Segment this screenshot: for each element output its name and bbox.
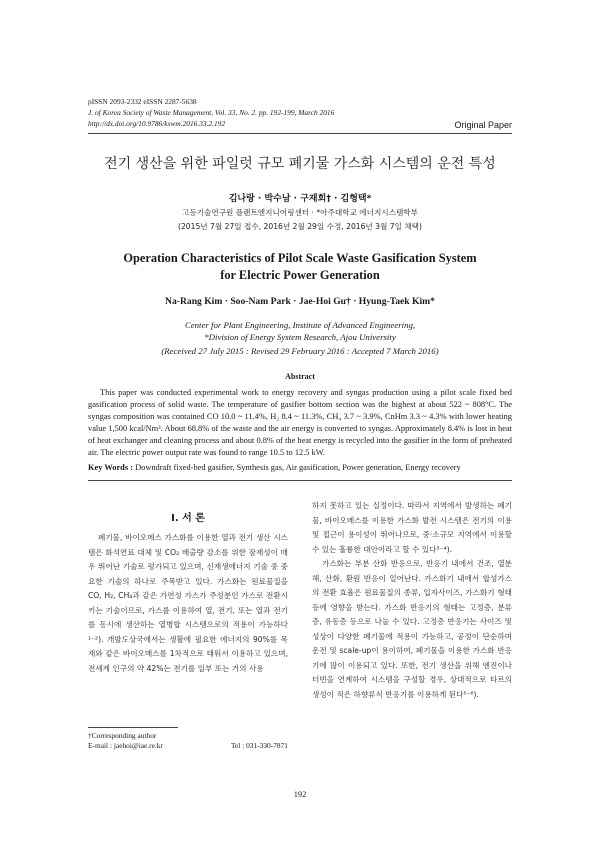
journal-header [88, 96, 334, 129]
doi-link[interactable]: http://dx.doi.org/10.9786/kswm.2016.33.2.192 [88, 119, 226, 128]
page-number: 192 [293, 790, 307, 799]
body-paragraph: 가스화는 부분 산화 반응으로, 반응기 내에서 건조, 열분해, 산화, 환원 반응이 일어난다. 가스화기 내에서 합성가스의 전환 효율은 원료물질의 종류, 입자사이즈, 가스화기 형태 등에 영향을 받는다. 가스화 반응기의 형태는 고정층, 분류층, 유동층 등으로 나눌 수 있다. 고정층 반응기는 사이즈 및 성상이 다양한 폐기물에 적용이 가능하고, 공정이 단순하며 운전 및 scale-up이 용이하여, 폐기물을 이용한 가스화 반응기에 많이 이용되고 있다. 또한, 전기 생산을 위해 엔진이나 터빈을 연계하여 시스템을 구성할 경우, 상대적으로 타르의 생성이 적은 하향류식 반응기를 이용하게 된다⁵⁻⁶). [312, 559, 512, 699]
footnote-divider [88, 727, 178, 728]
english-affiliation [0, 319, 600, 343]
section-heading: I. 서 론 [171, 513, 205, 524]
abstract-divider [88, 480, 512, 481]
author-phone: Tel : 031-330-7871 [231, 741, 288, 750]
body-paragraph: 하지 못하고 있는 실정이다. 따라서 지역에서 발생하는 폐기물, 바이오메스를 이용한 가스화 발전 시스템은 전기의 이용 및 접근이 용이성이 뛰어나므로, 중·소규모 지역에서 이용할 수 있는 훌륭한 대안이라고 할 수 있다³⁻⁴). [312, 501, 512, 554]
abstract-heading: Abstract [285, 372, 315, 381]
right-column [312, 499, 512, 702]
author-email[interactable]: E-mail : jaehoi@iae.re.kr [88, 741, 163, 750]
korean-affiliation: 고등기술연구원 플랜트엔지니어링센터 · *아주대학교 에너지시스템학부 [182, 208, 418, 217]
english-affiliation-line2: *Division of Energy System Research, Ajou University [204, 332, 396, 342]
header-divider [88, 133, 512, 134]
english-authors: Na-Rang Kim · Soo-Nam Park · Jae-Hoi Gu† · Hyung-Taek Kim* [165, 296, 435, 307]
issn-line: pISSN 2093-2332 eISSN 2287-5638 [88, 97, 197, 106]
keywords-text: Downdraft fixed-bed gasifier, Synthesis gas, Air gasification, Power generation, Energy recovery [135, 463, 461, 472]
korean-title: 전기 생산을 위한 파일럿 규모 폐기물 가스화 시스템의 운전 특성 [104, 156, 496, 172]
corresponding-author-label: †Corresponding author [88, 731, 157, 740]
body-paragraph: 폐기물, 바이오메스 가스화를 이용한 열과 전기 생산 시스템은 화석연료 대체 및 CO₂ 배출량 감소를 위한 잠재성이 매우 뛰어난 기술로 평가되고 있으며, 신재생에너지 기술 중 중요한 기술의 하나로 주목받고 있다. 가스화는 원료물질을 CO, H₂, CH₄과 같은 가연성 가스가 주성분인 가스로 전환시키는 기술이므로, 가스를 이용하여 열, 전기, 또는 열과 전기를 동시에 생산하는 열병합 시스템으로의 적용이 가능하다¹⁻²). 개발도상국에서는 생활에 필요한 에너지의 90%를 목재와 같은 바이오매스를 1차적으로 태워서 이용하고 있으며, 전세계 인구의 약 42%는 전기를 일부 또는 거의 사용 [88, 533, 288, 673]
keywords [88, 463, 512, 472]
english-title-line1: Operation Characteristics of Pilot Scale Waste Gasification System [123, 251, 477, 265]
footnote [88, 731, 288, 751]
journal-citation: J. of Korea Society of Waste Management, Vol. 33, No. 2. pp. 192-199, March 2016 [88, 108, 335, 117]
english-dates: (Received 27 July 2015 : Revised 29 February 2016 : Accepted 7 March 2016) [161, 346, 439, 356]
abstract-text: This paper was conducted experimental work to energy recovery and syngas production using a pilot scale fixed bed gasification process of solid waste. The temperature of gasifier bottom section was the highest at about 522 ~ 808°C. The syngas composition was contained CO 10.0 ~ 11.4%, H₂ 8.4 ~ 11.3%, CH₄ 3.7 ~ 3.9%, CnHm 3.3 ~ 4.3% with lower heating value 1,500 kcal/Nm³. About 68.8% of the waste and the air energy is converted to syngas. Approximately 8.4% is lost in heat of heat exchanger and cleaning process and about 0.8% of the heat energy is recycled into the gasifier in the form of preheated air. The electric power output rate was found to range 10.5 to 12.5 kW. [88, 388, 512, 458]
english-title [0, 250, 600, 284]
korean-authors: 김나랑 · 박수남 · 구재회† · 김형택* [228, 194, 372, 204]
left-column [88, 531, 288, 676]
english-title-line2: for Electric Power Generation [220, 268, 380, 282]
korean-dates: (2015년 7월 27일 접수, 2016년 2월 29일 수정, 2016년 3월 7일 채택) [178, 222, 422, 231]
keywords-label: Key Words : [88, 463, 136, 472]
article-type: Original Paper [454, 120, 512, 130]
english-affiliation-line1: Center for Plant Engineering, Institute of Advanced Engineering, [184, 320, 416, 330]
